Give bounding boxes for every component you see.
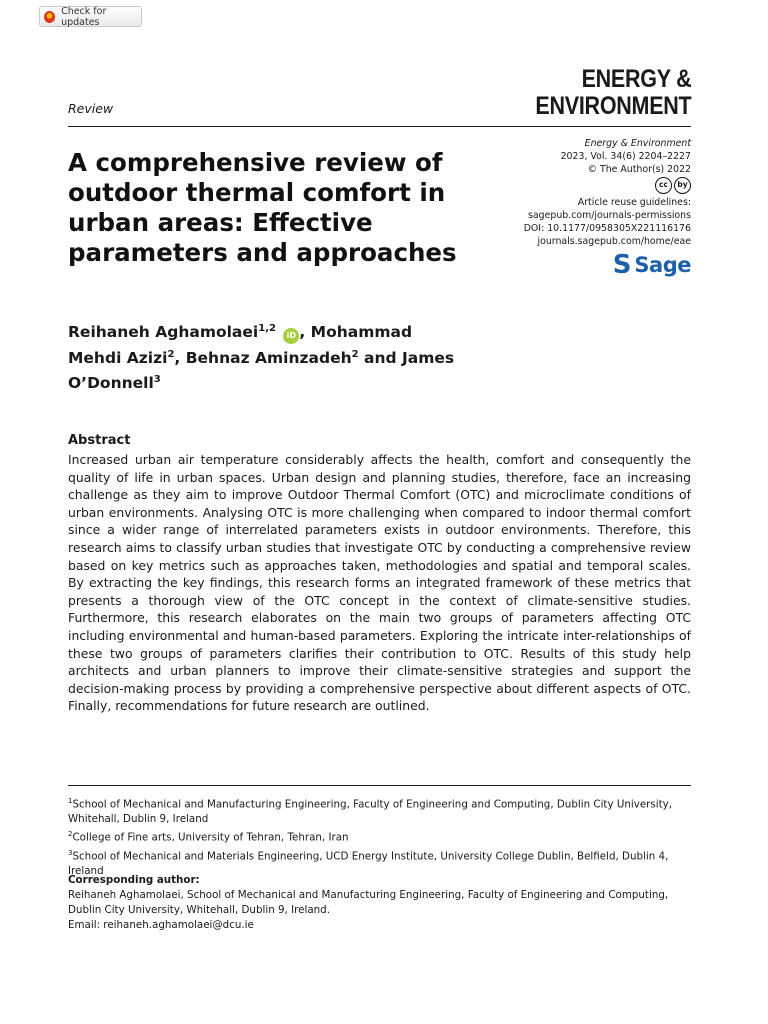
affiliation-number: 1 bbox=[68, 797, 73, 805]
affiliation-item bbox=[68, 794, 691, 827]
journal-logo-line2: ENVIRONMENT bbox=[534, 92, 691, 120]
volume-info: 2023, Vol. 34(6) 2204–2227 bbox=[560, 151, 691, 162]
author-separator: and bbox=[358, 349, 402, 368]
affiliation-text: School of Mechanical and Manufacturing Engineering, Faculty of Engineering and Computing, Dublin City University, Whitehall, Dublin 9, Ireland bbox=[68, 798, 673, 826]
crossmark-icon bbox=[44, 11, 55, 23]
corresponding-author-heading: Corresponding author: bbox=[68, 874, 200, 886]
section-label: Review bbox=[68, 101, 114, 116]
author-name: Reihaneh Aghamolaei bbox=[68, 323, 259, 342]
affiliation-number: 3 bbox=[68, 848, 73, 857]
author-affiliation-sup: 2 bbox=[351, 349, 359, 361]
affiliation-number: 2 bbox=[68, 830, 73, 839]
check-for-updates-label: Check for updates bbox=[61, 5, 107, 28]
author-name: Behnaz Aminzadeh bbox=[185, 349, 352, 368]
author-list bbox=[68, 318, 468, 394]
affiliation-item bbox=[68, 827, 691, 845]
publisher-name: Sage bbox=[634, 252, 691, 277]
doi[interactable]: DOI: 10.1177/0958305X221116176 bbox=[523, 223, 691, 234]
by-icon: by bbox=[674, 177, 691, 194]
author-affiliation-sup: 2 bbox=[167, 349, 175, 361]
orcid-icon[interactable]: iD bbox=[283, 328, 299, 344]
journal-name: Energy & Environment bbox=[584, 138, 691, 149]
abstract-text: Increased urban air temperature considerably affects the health, comfort and consequently the quality of life in urban spaces. Urban design and planning studies, therefore, face an increasing challenge as they aim to improve Outdoor Thermal Comfort (OTC) and microclimate conditions of urban environments. Analysing OTC is more challenging when compared to indoor thermal comfort since a wider range of interrelated parameters exists in outdoor environments. Therefore, this research aims to classify urban studies that investigate OTC by conducting a comprehensive review based on key metrics such as approaches taken, methodologies and spatial and temporal scales. By extracting the key findings, this research forms an integrated framework of these metrics that presents a thorough view of the OTC concept in the context of climate-sensitive studies. Furthermore, this research elaborates on the main two groups of parameters affecting OTC including environmental and human-based parameters. Exploring the intricate inter-relationships of these two groups of parameters clarifies their contribution to OTC. Results of this study help architects and urban planners to improve their climate-sensitive strategies and support the decision-making process by providing a comprehensive perspective about different aspects of OTC. Finally, recommendations for future research are outlined. bbox=[68, 452, 691, 714]
article-metadata bbox=[481, 137, 691, 280]
abstract-heading: Abstract bbox=[68, 433, 131, 448]
cc-icon: cc bbox=[655, 177, 672, 194]
author-name: James O’Donnell bbox=[68, 349, 455, 393]
footer-divider bbox=[68, 785, 691, 786]
reuse-label: Article reuse guidelines: bbox=[577, 197, 691, 208]
author-separator: , bbox=[299, 323, 311, 342]
affiliation-text: School of Mechanical and Materials Engineering, UCD Energy Institute, University College Dublin, Belfield, Dublin 4, Ireland bbox=[68, 850, 669, 878]
journal-url[interactable]: journals.sagepub.com/home/eae bbox=[537, 236, 691, 247]
corresponding-author bbox=[68, 873, 691, 933]
author-name: Mohammad Mehdi Azizi bbox=[68, 323, 413, 368]
affiliation-text: College of Fine arts, University of Tehran, Tehran, Iran bbox=[72, 831, 349, 844]
header-divider bbox=[68, 126, 691, 127]
corresponding-author-email[interactable]: Email: reihaneh.aghamolaei@dcu.ie bbox=[68, 919, 254, 931]
sage-s-icon: S bbox=[612, 250, 632, 280]
reuse-link[interactable]: sagepub.com/journals-permissions bbox=[528, 210, 691, 221]
copyright-line: © The Author(s) 2022 bbox=[587, 164, 691, 175]
author-affiliation-sup: 1,2 bbox=[258, 323, 276, 334]
author-affiliation-sup: 3 bbox=[153, 374, 161, 386]
journal-logo-line1: ENERGY & bbox=[581, 65, 691, 93]
sage-logo bbox=[481, 250, 691, 280]
cc-license-badge[interactable] bbox=[653, 177, 691, 194]
affiliations bbox=[68, 794, 691, 879]
corresponding-author-address: Reihaneh Aghamolaei, School of Mechanical and Manufacturing Engineering, Faculty of Engineering and Computing, Dublin City University, Whitehall, Dublin 9, Ireland. bbox=[68, 889, 669, 916]
check-for-updates-button[interactable] bbox=[39, 6, 142, 27]
author-separator: , bbox=[174, 349, 186, 368]
journal-logo bbox=[535, 66, 691, 120]
article-title: A comprehensive review of outdoor thermal comfort in urban areas: Effective parameters and approaches bbox=[68, 148, 457, 267]
